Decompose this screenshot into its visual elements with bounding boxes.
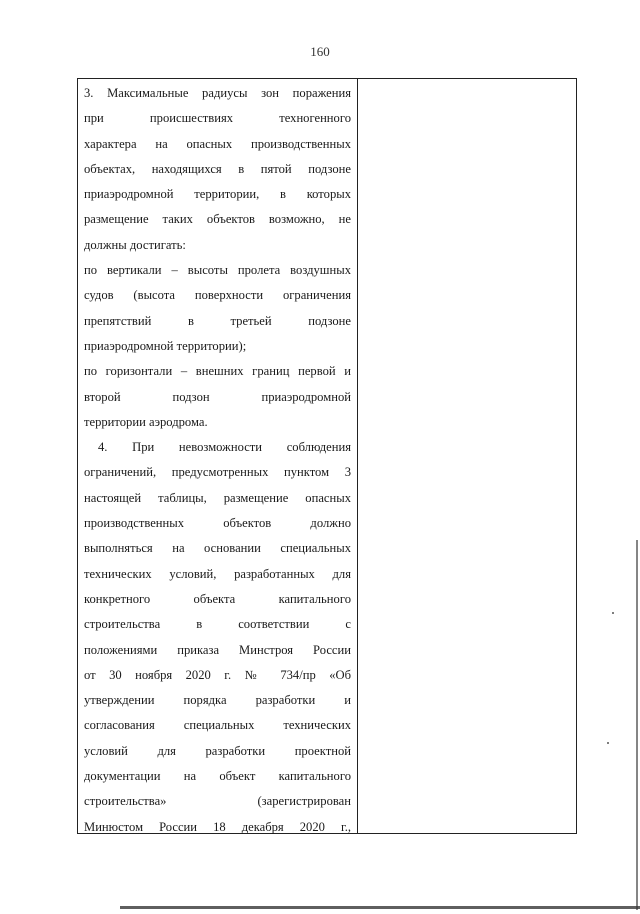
text-line: 3. Максимальные радиусы зон поражения [84,86,351,100]
text-line: строительства в соответствии с [84,617,351,632]
text-line: производственных объектов должно [84,516,351,531]
text-line: условий для разработки проектной [84,743,351,758]
text-line: документации на объект капитального [84,769,351,784]
text-line: характера на опасных производственных [84,136,351,151]
text-line: от 30 ноября 2020 г. № 734/пр «Об [84,667,351,682]
table-right-cell [358,79,576,833]
text-line: 4. При невозможности соблюдения [98,440,351,455]
text-line: приаэродромной территории, в которых [84,187,351,202]
table-left-cell [84,81,351,840]
text-line: конкретного объекта капитального [84,591,351,606]
text-line: при происшествиях техногенного [84,111,351,126]
text-line: ограничений, предусмотренных пунктом 3 [84,465,351,480]
text-line: размещение таких объектов возможно, не [84,212,351,227]
text-line: положениями приказа Минстроя России [84,642,351,657]
text-line: технических условий, разработанных для [84,566,351,581]
text-line: по горизонтали – внешних границ первой и [84,364,351,379]
scan-speck [607,742,609,744]
page-number: 160 [310,44,330,59]
text-line: должны достигать: [84,237,186,252]
document-table [77,78,577,834]
text-line: территории аэродрома. [84,414,208,429]
text-line: препятствий в третьей подзоне [84,313,351,328]
text-line: судов (высота поверхности ограничения [84,288,351,303]
text-line: утверждении порядка разработки и [84,693,351,708]
text-line: Минюстом России 18 декабря 2020 г., [84,819,351,834]
scan-edge-right [636,540,638,910]
scan-edge-bottom [120,906,640,909]
scan-speck [612,612,614,614]
text-line: строительства» (зарегистрирован [84,794,351,809]
text-line: выполняться на основании специальных [84,541,351,556]
text-line: согласования специальных технических [84,718,351,733]
text-line: приаэродромной территории); [84,338,247,353]
text-line: настоящей таблицы, размещение опасных [84,490,351,505]
text-line: по вертикали – высоты пролета воздушных [84,263,351,278]
text-line: объектах, находящихся в пятой подзоне [84,161,351,176]
text-line: второй подзон приаэродромной [84,389,351,404]
